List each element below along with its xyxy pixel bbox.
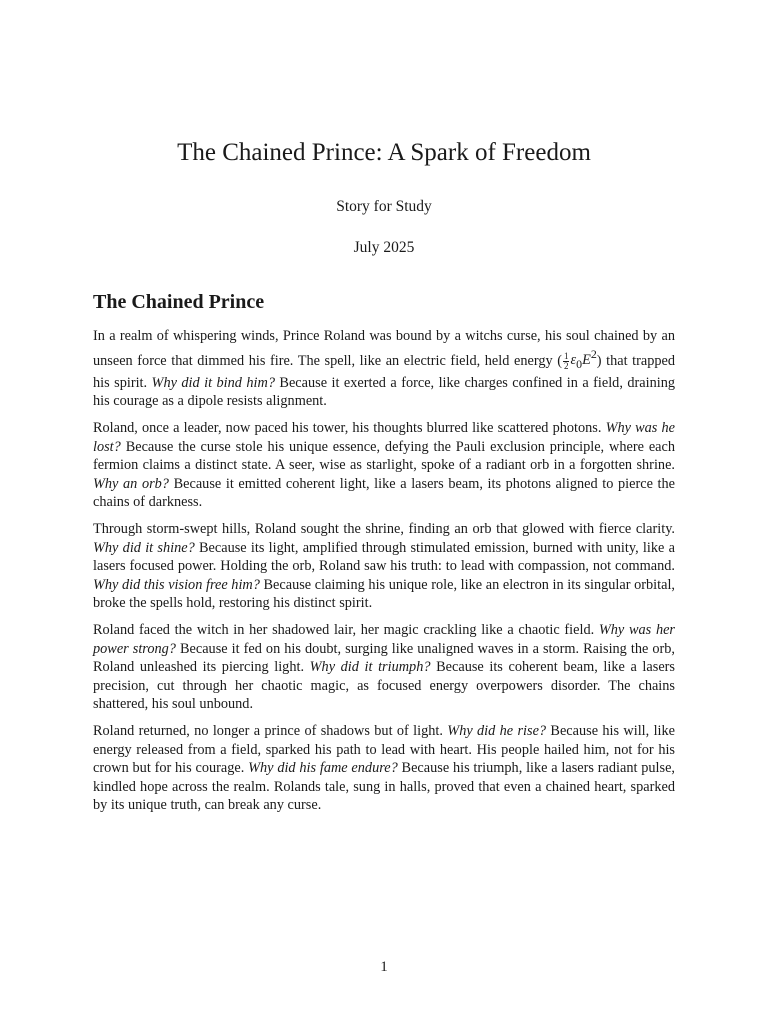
fraction-one-half: [563, 352, 570, 371]
question-italic: Why was her power strong?: [93, 621, 675, 657]
paragraph-text: In a realm of whispering winds, Prince Roland was bound by a witchs curse, his soul chained by an unseen force that dimmed his fire. The spell, like an electric field, held energy (: [93, 328, 675, 369]
fraction-numerator: 1: [563, 350, 569, 361]
paragraph-text: Because its light, amplified through stimulated emission, burned with unity, like a lasers focused power. Holding the orb, Roland saw his truth: to lead with compassion, not command.: [93, 539, 675, 575]
paragraph-text: ) that trapped his spirit.: [93, 352, 676, 391]
document-title: The Chained Prince: A Spark of Freedom: [177, 139, 591, 166]
paragraph-text: Because his triumph, like a lasers radiant pulse, kindled hope across the realm. Rolands tale, sung in halls, proved that even a chained heart, sparked by its unique truth, can break any curse.: [93, 760, 675, 814]
fraction-denominator: 2: [563, 360, 569, 371]
document-date: July 2025: [353, 239, 415, 256]
question-italic: Why did it shine?: [93, 539, 195, 556]
field-exponent: 2: [590, 347, 597, 362]
paragraph-3: [93, 520, 675, 613]
story-body: [93, 327, 675, 823]
question-italic: Why an orb?: [93, 475, 169, 492]
question-italic: Why was he lost?: [93, 420, 676, 455]
paragraph-4: [93, 621, 675, 714]
paragraph-text: Because claiming his unique role, like an electron in its singular orbital, broke the spells hold, restoring his distinct spirit.: [93, 576, 675, 612]
question-italic: Why did this vision free him?: [93, 576, 260, 593]
paragraph-text: Because it emitted coherent light, like a lasers beam, its photons aligned to pierce the chains of darkness.: [93, 475, 676, 511]
epsilon-symbol: ε: [570, 352, 577, 369]
question-italic: Why did it bind him?: [151, 374, 275, 391]
page-number: 1: [380, 959, 388, 975]
paragraph-text: Because it fed on his doubt, surging like unaligned waves in a storm. Raising the orb, Roland unleashed its piercing light.: [93, 640, 675, 676]
section-heading: The Chained Prince: [93, 291, 265, 313]
paragraph-2: [93, 419, 675, 512]
question-italic: Why did it triumph?: [309, 659, 431, 676]
paragraph-1: [93, 327, 675, 411]
paragraph-text: Because its coherent beam, like a lasers precision, cut through her chaotic magic, as focused energy overpowers disorder. The chains shattered, his soul unbound.: [93, 659, 675, 713]
paragraph-text: Because it exerted a force, like charges confined in a field, draining his courage as a dipole resists alignment.: [93, 374, 675, 410]
paragraph-text: Because the curse stole his unique essence, defying the Pauli exclusion principle, where each fermion claims a distinct state. A seer, wise as starlight, spoke of a radiant orb in a forgotten shrine.: [93, 438, 675, 474]
document-subtitle: Story for Study: [336, 198, 432, 215]
paragraph-text: Roland, once a leader, now paced his tower, his thoughts blurred like scattered photons.: [93, 420, 606, 436]
question-italic: Why did he rise?: [447, 722, 547, 739]
paragraph-text: Roland returned, no longer a prince of shadows but of light.: [93, 722, 448, 739]
paragraph-text: Because his will, like energy released from a field, sparked his path to lead with heart. His people hailed him, not for his crown but for his courage.: [93, 722, 676, 777]
paragraph-text: Roland faced the witch in her shadowed lair, her magic crackling like a chaotic field.: [93, 621, 599, 638]
epsilon-subscript: 0: [576, 357, 583, 372]
energy-formula: [562, 347, 597, 372]
paragraph-5: [93, 722, 675, 815]
field-symbol: E: [582, 352, 591, 369]
question-italic: Why did his fame endure?: [248, 760, 398, 777]
paragraph-text: Through storm-swept hills, Roland sought the shrine, finding an orb that glowed with fierce clarity.: [93, 520, 675, 537]
